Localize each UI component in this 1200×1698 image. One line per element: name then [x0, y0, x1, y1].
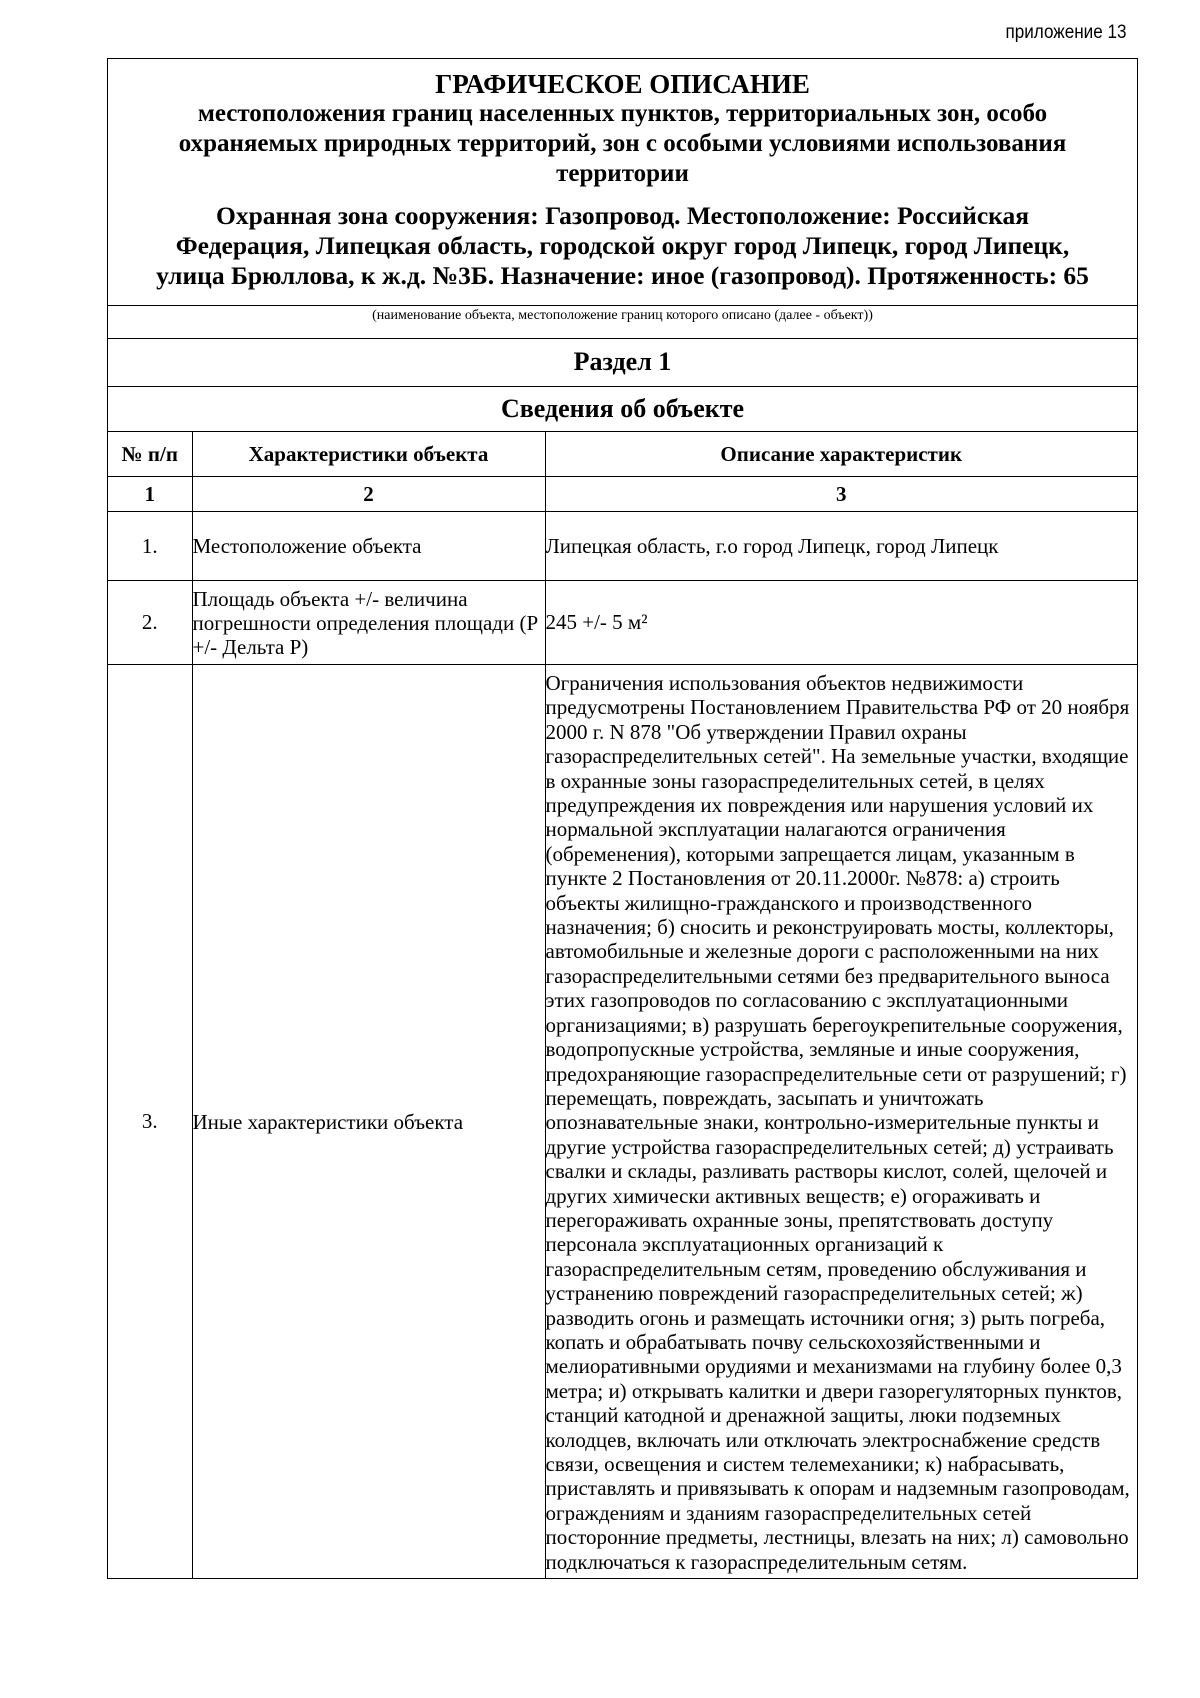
object-description-line: Охранная зона сооружения: Газопровод. Местоположение: Российская — [216, 201, 1029, 230]
object-description-line: Федерация, Липецкая область, городской округ город Липецк, город Липецк, — [175, 231, 1070, 260]
row-description: Ограничения использования объектов недвижимости предусмотрены Постановлением Правительства РФ от 20 ноября 2000 г. N 878 "Об утверждении Правил охраны газораспределительных сетей". На земельные участки, входящие в охранные зоны газораспределительных сетей, в целях предупреждения их повреждения или нарушения условий их нормальной эксплуатации налагаются ограничения (обременения), которыми запрещается лицам, указанным в пункте 2 Постановления от 20.11.2000г. №878: а) строить объекты жилищно-гражданского и производственного назначения; б) сносить и реконструировать мосты, коллекторы, автомобильные и железные дороги с расположенными на них газораспределительными сетями без предварительного выноса этих газопроводов по согласованию с эксплуатационными организациями; в) разрушать берегоукрепительные сооружения, водопропускные устройства, земляные и иные сооружения, предохраняющие газораспределительные сети от разрушений; г) перемещать, повреждать, засыпать и уничтожать опознавательные знаки, контрольно-измерительные пункты и другие устройства газораспределительных сетей; д) устраивать свалки и склады, разливать растворы кислот, солей, щелочей и других химически активных веществ; е) огораживать и перегораживать охранные зоны, препятствовать доступу персонала эксплуатационных организаций к газораспределительным сетям, проведению обслуживания и устранению повреждений газораспределительных сетей; ж) разводить огонь и размещать источники огня; з) рыть погреба, копать и обрабатывать почву сельскохозяйственными и мелиоративными орудиями и механизмами на глубину более 0,3 метра; и) открывать калитки и двери газорегуляторных пунктов, станций катодной и дренажной защиты, люки подземных колодцев, включать или отключать электроснабжение средств связи, освещения и систем телемеханики; к) набрасывать, приставлять и привязывать к опорам и надземным газопроводам, ограждениям и зданиям газораспределительных сетей посторонние предметы, лестницы, влезать на них; л) самовольно подключаться к газораспределительным сетям. — [545, 665, 1137, 1579]
row-index: 1. — [108, 512, 192, 581]
table-row — [108, 581, 1137, 665]
table-header-row — [108, 432, 1137, 477]
row-description: 245 +/- 5 м² — [545, 581, 1137, 665]
row-description: Липецкая область, г.о город Липецк, город Липецк — [545, 512, 1137, 581]
row-characteristic: Иные характеристики объекта — [192, 665, 545, 1579]
column-number-row — [108, 477, 1137, 512]
row-characteristic: Площадь объекта +/- величина погрешности определения площади (P +/- Дельта P) — [192, 581, 545, 665]
column-number: 2 — [192, 477, 545, 512]
row-index: 3. — [108, 665, 192, 1579]
row-index: 2. — [108, 581, 192, 665]
characteristics-table — [108, 432, 1137, 1578]
title-block — [108, 59, 1137, 306]
document-title: ГРАФИЧЕСКОЕ ОПИСАНИЕ — [435, 69, 810, 99]
column-header: № п/п — [121, 441, 178, 466]
table-row — [108, 665, 1137, 1579]
row-characteristic: Местоположение объекта — [192, 512, 545, 581]
document-subtitle: местоположения границ населенных пунктов, территориальных зон, особо охраняемых природных территорий, зон с особыми условиями использования территории — [178, 100, 1067, 187]
column-header: Характеристики объекта — [192, 432, 545, 477]
appendix-label: приложение 13 — [1004, 22, 1126, 43]
column-number: 1 — [108, 477, 192, 512]
column-header: Описание характеристик — [545, 432, 1137, 477]
column-number: 3 — [545, 477, 1137, 512]
object-description-line: улица Брюллова, к ж.д. №3Б. Назначение: иное (газопровод). Протяженность: 65 — [156, 261, 1089, 290]
object-caption: (наименование объекта, местоположение границ которого описано (далее - объект)) — [108, 306, 1137, 339]
section-title: Раздел 1 — [108, 339, 1137, 387]
section-subtitle: Сведения об объекте — [108, 387, 1137, 432]
object-description — [108, 201, 1137, 291]
document-frame — [107, 58, 1138, 1579]
table-row — [108, 512, 1137, 581]
